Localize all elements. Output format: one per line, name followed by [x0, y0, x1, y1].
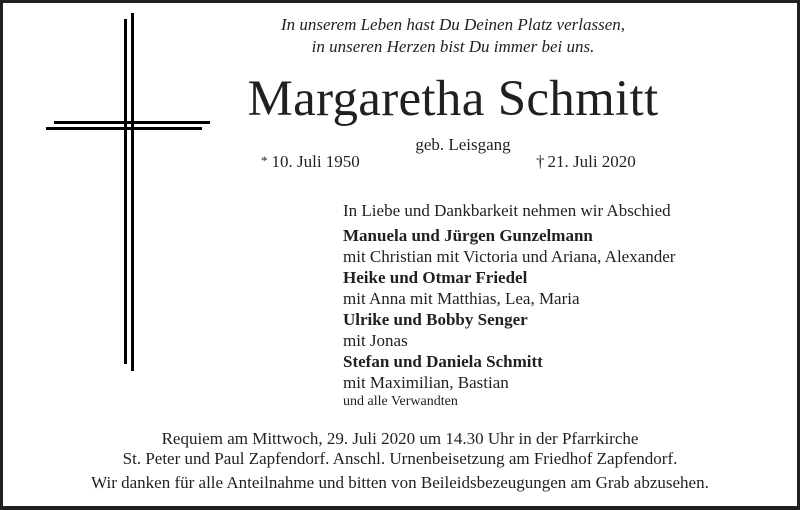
- family-members: mit Maximilian, Bastian: [343, 373, 509, 392]
- mourners-list: [343, 200, 675, 411]
- motto-line-1: In unserem Leben hast Du Deinen Platz verlassen,: [280, 15, 626, 34]
- birth-date-line: [261, 152, 360, 173]
- death-date: 21. Juli 2020: [547, 152, 636, 171]
- death-date-line: [536, 152, 636, 172]
- motto-line-2: in unseren Herzen bist Du immer bei uns.: [311, 37, 595, 56]
- family-name: Ulrike und Bobby Senger: [343, 310, 528, 329]
- cross-icon: [3, 3, 233, 423]
- family-members: mit Christian mit Victoria und Ariana, Alexander: [343, 247, 676, 266]
- family-members: mit Jonas: [343, 331, 408, 350]
- family-group: [343, 267, 675, 309]
- thanks-line: Wir danken für alle Anteilnahme und bitten von Beileidsbezeugungen am Grab abzusehen.: [91, 473, 709, 492]
- obituary-notice: [3, 3, 797, 506]
- star-icon: *: [261, 153, 268, 168]
- family-name: Stefan und Daniela Schmitt: [343, 352, 543, 371]
- deceased-name: Margaretha Schmitt: [247, 71, 659, 127]
- family-group: [343, 309, 675, 351]
- birth-date: 10. Juli 1950: [271, 152, 360, 171]
- family-group: [343, 225, 675, 267]
- family-members: mit Anna mit Matthias, Lea, Maria: [343, 289, 580, 308]
- service-line-2: St. Peter und Paul Zapfendorf. Anschl. Urnenbeisetzung am Friedhof Zapfendorf.: [122, 449, 678, 468]
- family-name: Heike und Otmar Friedel: [343, 268, 528, 287]
- family-name: Manuela und Jürgen Gunzelmann: [343, 226, 593, 245]
- service-line-1: Requiem am Mittwoch, 29. Juli 2020 um 14.30 Uhr in der Pfarrkirche: [161, 429, 639, 448]
- mourners-intro: In Liebe und Dankbarkeit nehmen wir Abschied: [343, 201, 671, 220]
- family-group: [343, 351, 675, 393]
- dagger-icon: †: [536, 152, 545, 171]
- relatives-line: und alle Verwandten: [343, 394, 458, 409]
- birth-name: geb. Leisgang: [415, 135, 511, 154]
